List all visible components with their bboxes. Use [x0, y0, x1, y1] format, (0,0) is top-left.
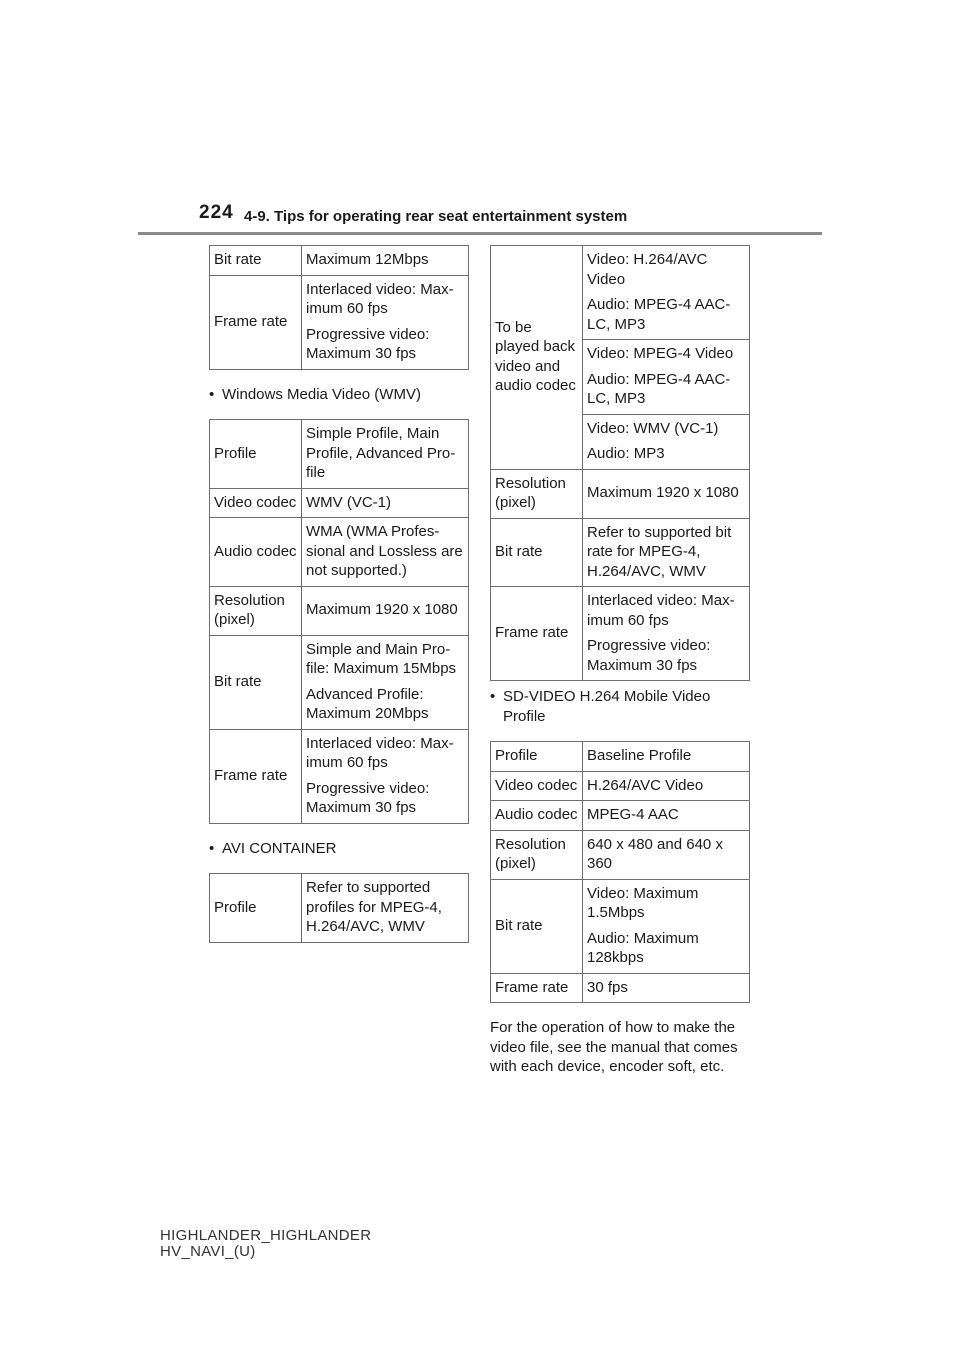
table-row	[491, 587, 750, 681]
value-line: WMA (WMA Profes-sional and Lossless are not supported.)	[306, 523, 463, 579]
table-row	[491, 879, 750, 973]
footer-line: HV_NAVI_(U)	[160, 1243, 256, 1260]
table-row	[210, 420, 469, 489]
value-line: H.264/AVC Video	[587, 776, 704, 794]
table-value	[583, 246, 750, 340]
spec-table	[209, 419, 469, 824]
table-value	[583, 973, 750, 1003]
value-line: Video: Maximum 1.5Mbps	[587, 884, 699, 921]
value-line: Simple and Main Pro-file: Maximum 15Mbps	[306, 640, 457, 677]
table-row	[491, 469, 750, 518]
bullet-text: AVI CONTAINER	[222, 839, 337, 857]
table-row	[491, 830, 750, 879]
table-value	[302, 488, 469, 518]
table-row	[210, 874, 469, 943]
value-line: 640 x 480 and 640 x 360	[587, 835, 723, 872]
spec-table	[209, 245, 469, 370]
table-value	[583, 801, 750, 831]
table-value	[583, 340, 750, 415]
value-line: Refer to supported profiles for MPEG-4, H.264/AVC, WMV	[306, 879, 442, 935]
table-row	[210, 635, 469, 729]
table-row	[491, 742, 750, 772]
spec-table	[490, 741, 750, 1003]
table-value	[302, 275, 469, 369]
value-line: Interlaced video: Max-imum 60 fps	[587, 592, 735, 629]
bullet-text: Windows Media Video (WMV)	[222, 385, 421, 403]
value-line: Maximum 12Mbps	[306, 251, 429, 268]
spec-table	[209, 873, 469, 943]
value-line: Maximum 1920 x 1080	[587, 484, 739, 502]
table-value	[302, 586, 469, 635]
value-line: Advanced Profile: Maximum 20Mbps	[306, 685, 429, 722]
bullet-item: • Windows Media Video (WMV)	[209, 385, 421, 403]
value-line: Maximum 1920 x 1080	[306, 601, 458, 619]
table-row	[491, 801, 750, 831]
table-key: Profile	[210, 874, 302, 943]
table-value	[583, 879, 750, 973]
table-row	[491, 973, 750, 1003]
footer-model-code	[160, 1228, 371, 1260]
table-value	[583, 742, 750, 772]
table-value	[583, 414, 750, 469]
header-divider	[138, 232, 822, 235]
table-row	[491, 771, 750, 801]
table-value	[583, 518, 750, 587]
table-row	[210, 729, 469, 823]
section-title: 4-9. Tips for operating rear seat entertainment system	[244, 208, 628, 225]
table-value	[302, 246, 469, 276]
page-number: 224	[199, 202, 234, 223]
table-value	[302, 874, 469, 943]
table-value	[583, 830, 750, 879]
right-column	[490, 245, 750, 1077]
spec-table	[490, 245, 750, 681]
value-line: Audio: Maximum 128kbps	[587, 929, 699, 966]
table-row	[210, 246, 469, 276]
bullet-item: • SD-VIDEO H.264 Mobile Video Profile	[490, 688, 711, 725]
value-line: 30 fps	[587, 978, 628, 996]
table-value	[583, 469, 750, 518]
table-row	[210, 586, 469, 635]
value-line: Baseline Profile	[587, 747, 692, 764]
table-key: Resolution (pixel)	[491, 469, 583, 518]
value-line: Audio: MPEG-4 AAC-LC, MP3	[587, 296, 731, 333]
value-line: Progressive video: Maximum 30 fps	[587, 637, 711, 674]
value-line: Interlaced video: Max-imum 60 fps	[306, 734, 454, 771]
table-row	[210, 488, 469, 518]
table-row	[210, 275, 469, 369]
value-line: Video: H.264/AVC Video	[587, 251, 708, 288]
table-key: Bit rate	[210, 246, 302, 276]
value-line: Progressive video: Maximum 30 fps	[306, 325, 430, 362]
value-line: MPEG-4 AAC	[587, 806, 679, 823]
table-key: Resolution (pixel)	[210, 586, 302, 635]
table-value	[302, 635, 469, 729]
table-key: Frame rate	[491, 587, 583, 681]
table-row	[491, 518, 750, 587]
table-row	[210, 518, 469, 587]
table-key: Bit rate	[210, 635, 302, 729]
value-line: Interlaced video: Max-imum 60 fps	[306, 280, 454, 317]
value-line: Audio: MP3	[587, 445, 665, 462]
bullet-text: SD-VIDEO H.264 Mobile Video Profile	[503, 688, 711, 725]
value-line: Simple Profile, Main Profile, Advanced Pro-file	[306, 425, 456, 481]
table-value	[302, 729, 469, 823]
table-key: Frame rate	[210, 275, 302, 369]
table-key: Profile	[491, 742, 583, 772]
value-line: WMV (VC-1)	[306, 493, 391, 511]
table-row	[491, 246, 750, 340]
footer-line: HIGHLANDER_HIGHLANDER	[160, 1227, 372, 1244]
value-line: Progressive video: Maximum 30 fps	[306, 779, 430, 816]
table-key: Video codec	[491, 771, 583, 801]
value-line: Video: MPEG-4 Video	[587, 345, 734, 362]
table-key: Audio codec	[210, 518, 302, 587]
table-value	[583, 587, 750, 681]
table-value	[302, 420, 469, 489]
note-paragraph: For the operation of how to make the video file, see the manual that comes with each device, encoder soft, etc.	[490, 1019, 738, 1075]
table-key: Frame rate	[210, 729, 302, 823]
table-key: Audio codec	[491, 801, 583, 831]
table-key: Frame rate	[491, 973, 583, 1003]
table-key: Video codec	[210, 488, 302, 518]
value-line: Video: WMV (VC-1)	[587, 419, 719, 437]
table-key: Profile	[210, 420, 302, 489]
table-key: To be played back video and audio codec	[491, 246, 583, 470]
bullet-item: • AVI CONTAINER	[209, 839, 337, 857]
value-line: Refer to supported bit rate for MPEG-4, H.264/AVC, WMV	[587, 523, 732, 580]
table-key: Bit rate	[491, 879, 583, 973]
table-key: Resolution (pixel)	[491, 830, 583, 879]
table-key: Bit rate	[491, 518, 583, 587]
value-line: Audio: MPEG-4 AAC-LC, MP3	[587, 370, 731, 407]
left-column	[209, 245, 469, 943]
table-value	[583, 771, 750, 801]
table-value	[302, 518, 469, 587]
